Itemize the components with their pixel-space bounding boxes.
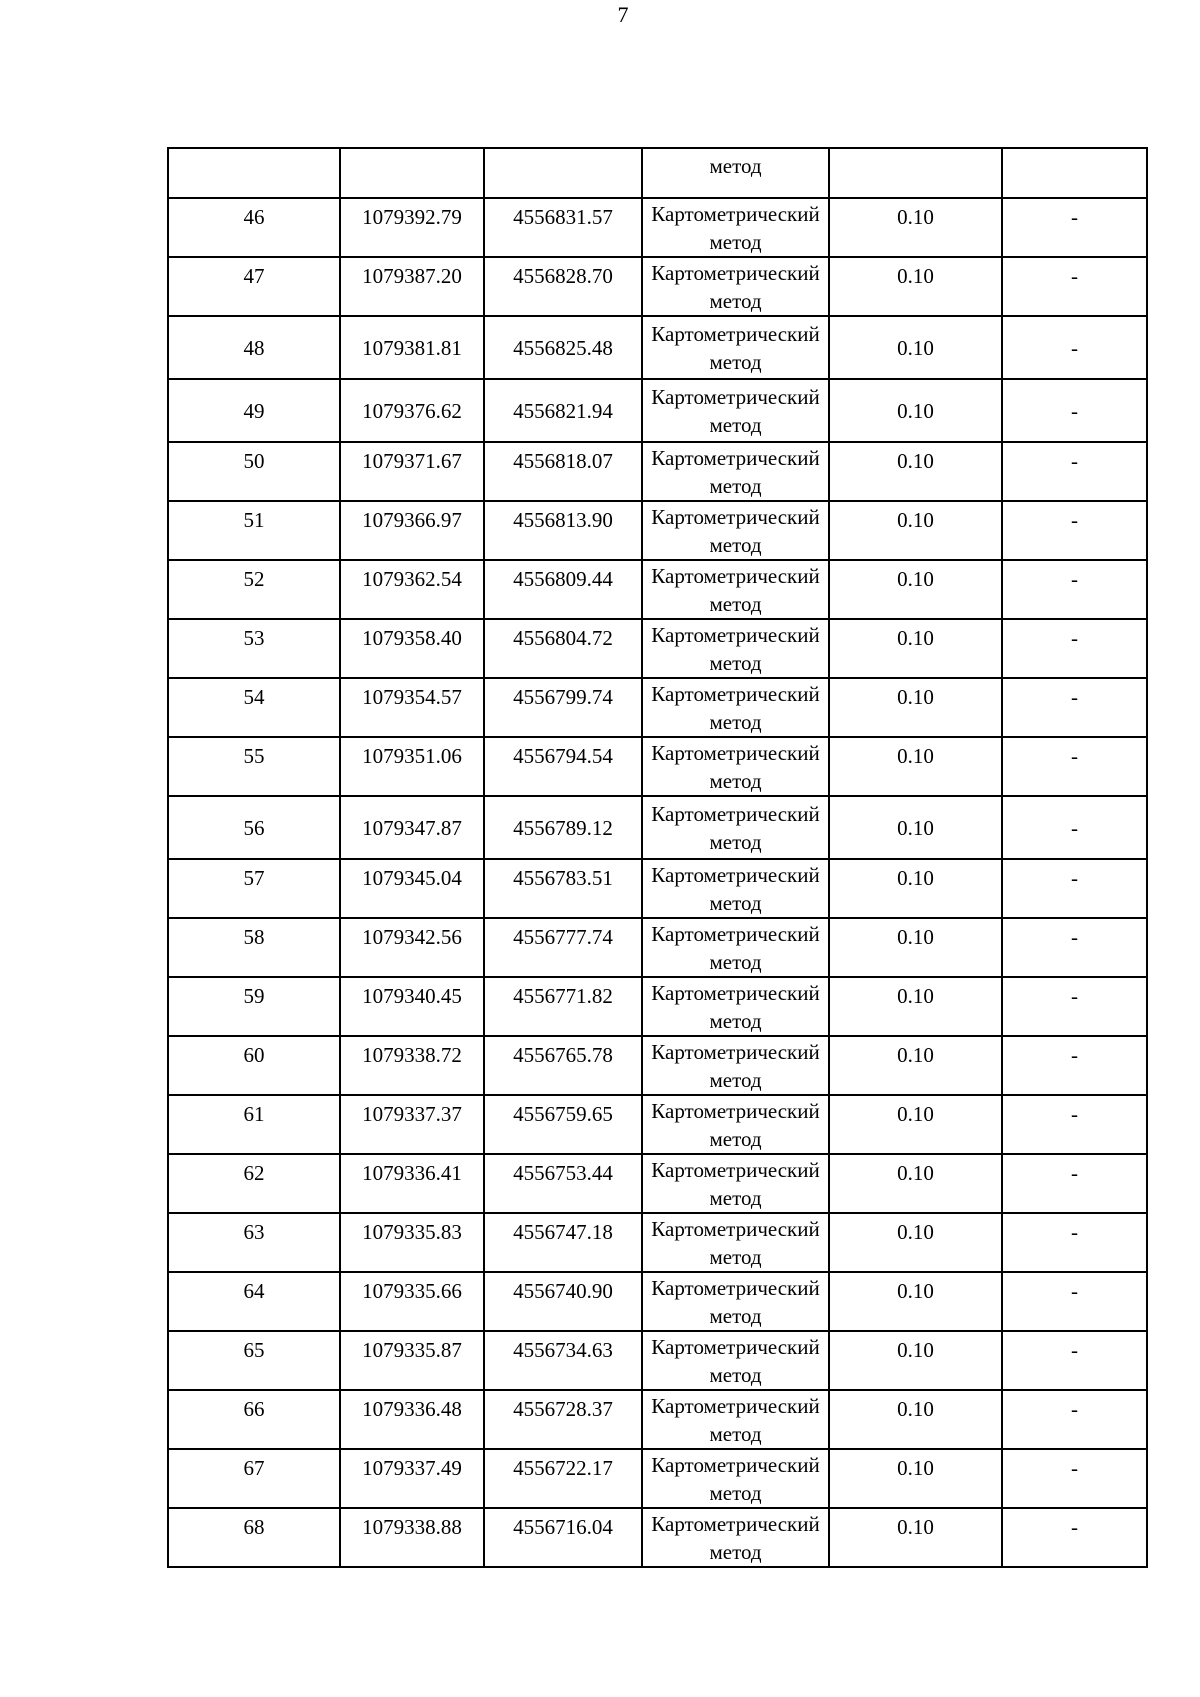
cell-x: 1079347.87 — [340, 796, 484, 859]
cell-y: 4556818.07 — [484, 442, 642, 501]
cell-method — [642, 560, 829, 619]
cell-note: - — [1002, 1213, 1147, 1272]
table-row — [168, 796, 1147, 859]
cell-y: 4556794.54 — [484, 737, 642, 796]
cell-number: 67 — [168, 1449, 340, 1508]
cell-method — [642, 859, 829, 918]
cell-note: - — [1002, 198, 1147, 257]
table-row — [168, 977, 1147, 1036]
cell-method — [642, 1213, 829, 1272]
cell-method — [642, 501, 829, 560]
cell-note: - — [1002, 1508, 1147, 1567]
table-row — [168, 442, 1147, 501]
cell-x: 1079376.62 — [340, 379, 484, 442]
cell-y: 4556765.78 — [484, 1036, 642, 1095]
cell-note: - — [1002, 379, 1147, 442]
table-body — [168, 148, 1147, 1567]
table-row — [168, 1508, 1147, 1567]
cell-accuracy: 0.10 — [829, 1095, 1002, 1154]
cell-note: - — [1002, 1331, 1147, 1390]
cell-accuracy: 0.10 — [829, 678, 1002, 737]
cell-y: 4556734.63 — [484, 1331, 642, 1390]
cell-y: 4556809.44 — [484, 560, 642, 619]
cell-note: - — [1002, 918, 1147, 977]
cell-accuracy: 0.10 — [829, 796, 1002, 859]
method-text: Картометрический — [651, 863, 820, 887]
continuation-row — [168, 148, 1147, 198]
cell-number: 60 — [168, 1036, 340, 1095]
method-text: Картометрический — [651, 1453, 820, 1477]
cell-y: 4556740.90 — [484, 1272, 642, 1331]
cell-x: 1079337.37 — [340, 1095, 484, 1154]
cell-number: 47 — [168, 257, 340, 316]
cell-method — [642, 977, 829, 1036]
method-text: метод — [709, 412, 762, 437]
cell-y: 4556821.94 — [484, 379, 642, 442]
cell-y: 4556747.18 — [484, 1213, 642, 1272]
cell-accuracy: 0.10 — [829, 316, 1002, 379]
cell-x: 1079338.88 — [340, 1508, 484, 1567]
table-row — [168, 619, 1147, 678]
method-text: метод — [709, 1304, 762, 1328]
method-text: Картометрический — [651, 801, 820, 826]
method-text: Картометрический — [651, 1276, 820, 1300]
cell-number: 62 — [168, 1154, 340, 1213]
method-text: метод — [709, 1363, 762, 1387]
cell-note: - — [1002, 1449, 1147, 1508]
cell-method — [642, 1272, 829, 1331]
cell-note: - — [1002, 1095, 1147, 1154]
table-row — [168, 316, 1147, 379]
method-text: Картометрический — [651, 1217, 820, 1241]
cell-method — [642, 1036, 829, 1095]
cell-x: 1079381.81 — [340, 316, 484, 379]
cell-number — [168, 148, 340, 198]
method-text: Картометрический — [651, 981, 820, 1005]
cell-method — [642, 619, 829, 678]
cell-y: 4556799.74 — [484, 678, 642, 737]
cell-note: - — [1002, 442, 1147, 501]
method-text: Картометрический — [651, 741, 820, 765]
cell-note: - — [1002, 859, 1147, 918]
cell-accuracy: 0.10 — [829, 1272, 1002, 1331]
cell-method — [642, 678, 829, 737]
cell-x — [340, 148, 484, 198]
method-text: метод — [709, 349, 762, 374]
cell-accuracy: 0.10 — [829, 501, 1002, 560]
cell-accuracy — [829, 148, 1002, 198]
cell-y: 4556813.90 — [484, 501, 642, 560]
method-text: метод — [709, 1245, 762, 1269]
cell-accuracy: 0.10 — [829, 442, 1002, 501]
cell-method — [642, 918, 829, 977]
cell-x: 1079366.97 — [340, 501, 484, 560]
cell-accuracy: 0.10 — [829, 977, 1002, 1036]
table-row — [168, 198, 1147, 257]
cell-number: 65 — [168, 1331, 340, 1390]
cell-method — [642, 737, 829, 796]
table-row — [168, 1036, 1147, 1095]
table-row — [168, 1272, 1147, 1331]
cell-y: 4556722.17 — [484, 1449, 642, 1508]
method-text: метод — [709, 592, 762, 616]
cell-method — [642, 796, 829, 859]
cell-x: 1079336.41 — [340, 1154, 484, 1213]
cell-y: 4556753.44 — [484, 1154, 642, 1213]
cell-y: 4556716.04 — [484, 1508, 642, 1567]
cell-number: 63 — [168, 1213, 340, 1272]
cell-method — [642, 1508, 829, 1567]
table-row — [168, 379, 1147, 442]
table-row — [168, 1390, 1147, 1449]
cell-number: 54 — [168, 678, 340, 737]
table-row — [168, 1449, 1147, 1508]
cell-number: 50 — [168, 442, 340, 501]
cell-x: 1079387.20 — [340, 257, 484, 316]
table-row — [168, 501, 1147, 560]
cell-y: 4556728.37 — [484, 1390, 642, 1449]
cell-accuracy: 0.10 — [829, 257, 1002, 316]
cell-note: - — [1002, 501, 1147, 560]
method-text: метод — [709, 289, 762, 313]
table-row — [168, 737, 1147, 796]
cell-number: 48 — [168, 316, 340, 379]
cell-note: - — [1002, 1036, 1147, 1095]
table-row — [168, 918, 1147, 977]
method-text: метод — [709, 230, 762, 254]
cell-method — [642, 1331, 829, 1390]
cell-note: - — [1002, 678, 1147, 737]
method-text: Картометрический — [651, 446, 820, 470]
cell-method — [642, 1449, 829, 1508]
method-text: метод — [709, 769, 762, 793]
cell-number: 61 — [168, 1095, 340, 1154]
cell-accuracy: 0.10 — [829, 859, 1002, 918]
method-text: метод — [709, 950, 762, 974]
cell-accuracy: 0.10 — [829, 560, 1002, 619]
cell-number: 66 — [168, 1390, 340, 1449]
cell-note: - — [1002, 796, 1147, 859]
cell-method — [642, 257, 829, 316]
cell-y: 4556828.70 — [484, 257, 642, 316]
method-text: Картометрический — [651, 564, 820, 588]
cell-method — [642, 1390, 829, 1449]
cell-accuracy: 0.10 — [829, 1449, 1002, 1508]
method-text: Картометрический — [651, 1040, 820, 1064]
cell-accuracy: 0.10 — [829, 1390, 1002, 1449]
table-row — [168, 678, 1147, 737]
method-text: метод — [709, 154, 762, 178]
cell-x: 1079336.48 — [340, 1390, 484, 1449]
table-row — [168, 859, 1147, 918]
cell-x: 1079351.06 — [340, 737, 484, 796]
cell-accuracy: 0.10 — [829, 1154, 1002, 1213]
cell-method — [642, 1154, 829, 1213]
cell-method — [642, 198, 829, 257]
cell-accuracy: 0.10 — [829, 737, 1002, 796]
method-text: Картометрический — [651, 1512, 820, 1536]
table-row — [168, 1095, 1147, 1154]
page-number: 7 — [617, 2, 629, 27]
cell-note: - — [1002, 560, 1147, 619]
table-row — [168, 257, 1147, 316]
method-text: метод — [709, 1009, 762, 1033]
cell-note: - — [1002, 257, 1147, 316]
cell-x: 1079335.66 — [340, 1272, 484, 1331]
method-text: метод — [709, 1068, 762, 1092]
cell-accuracy: 0.10 — [829, 1213, 1002, 1272]
method-text: метод — [709, 1540, 762, 1564]
cell-y: 4556804.72 — [484, 619, 642, 678]
cell-number: 68 — [168, 1508, 340, 1567]
method-text: Картометрический — [651, 321, 820, 346]
table-row — [168, 1331, 1147, 1390]
method-text: метод — [709, 891, 762, 915]
method-text: метод — [709, 533, 762, 557]
cell-y: 4556759.65 — [484, 1095, 642, 1154]
cell-x: 1079392.79 — [340, 198, 484, 257]
cell-note: - — [1002, 619, 1147, 678]
method-text: Картометрический — [651, 1158, 820, 1182]
cell-number: 46 — [168, 198, 340, 257]
cell-y: 4556783.51 — [484, 859, 642, 918]
cell-x: 1079340.45 — [340, 977, 484, 1036]
cell-accuracy: 0.10 — [829, 1508, 1002, 1567]
method-text: Картометрический — [651, 384, 820, 409]
cell-method — [642, 148, 829, 198]
cell-y: 4556771.82 — [484, 977, 642, 1036]
cell-y: 4556831.57 — [484, 198, 642, 257]
cell-note: - — [1002, 1154, 1147, 1213]
cell-note — [1002, 148, 1147, 198]
table-row — [168, 1213, 1147, 1272]
cell-method — [642, 316, 829, 379]
cell-accuracy: 0.10 — [829, 619, 1002, 678]
cell-x: 1079371.67 — [340, 442, 484, 501]
method-text: Картометрический — [651, 202, 820, 226]
cell-x: 1079335.83 — [340, 1213, 484, 1272]
cell-x: 1079362.54 — [340, 560, 484, 619]
method-text: Картометрический — [651, 261, 820, 285]
cell-x: 1079354.57 — [340, 678, 484, 737]
cell-method — [642, 1095, 829, 1154]
cell-note: - — [1002, 1272, 1147, 1331]
table-row — [168, 560, 1147, 619]
cell-accuracy: 0.10 — [829, 198, 1002, 257]
cell-x: 1079335.87 — [340, 1331, 484, 1390]
cell-number: 52 — [168, 560, 340, 619]
cell-y — [484, 148, 642, 198]
cell-y: 4556825.48 — [484, 316, 642, 379]
cell-x: 1079338.72 — [340, 1036, 484, 1095]
cell-method — [642, 442, 829, 501]
cell-method — [642, 379, 829, 442]
cell-note: - — [1002, 1390, 1147, 1449]
table-row — [168, 1154, 1147, 1213]
cell-number: 49 — [168, 379, 340, 442]
cell-number: 64 — [168, 1272, 340, 1331]
cell-number: 56 — [168, 796, 340, 859]
method-text: метод — [709, 474, 762, 498]
method-text: Картометрический — [651, 623, 820, 647]
cell-note: - — [1002, 316, 1147, 379]
cell-x: 1079337.49 — [340, 1449, 484, 1508]
cell-accuracy: 0.10 — [829, 1331, 1002, 1390]
method-text: метод — [709, 651, 762, 675]
method-text: метод — [709, 1186, 762, 1210]
coordinates-table — [167, 147, 1148, 1568]
cell-x: 1079342.56 — [340, 918, 484, 977]
cell-accuracy: 0.10 — [829, 1036, 1002, 1095]
method-text: Картометрический — [651, 1335, 820, 1359]
method-text: Картометрический — [651, 922, 820, 946]
cell-accuracy: 0.10 — [829, 918, 1002, 977]
cell-number: 55 — [168, 737, 340, 796]
cell-number: 57 — [168, 859, 340, 918]
method-text: метод — [709, 829, 762, 854]
method-text: Картометрический — [651, 682, 820, 706]
cell-y: 4556789.12 — [484, 796, 642, 859]
cell-number: 51 — [168, 501, 340, 560]
cell-number: 58 — [168, 918, 340, 977]
method-text: Картометрический — [651, 1099, 820, 1123]
cell-x: 1079345.04 — [340, 859, 484, 918]
cell-x: 1079358.40 — [340, 619, 484, 678]
cell-note: - — [1002, 977, 1147, 1036]
method-text: Картометрический — [651, 505, 820, 529]
cell-accuracy: 0.10 — [829, 379, 1002, 442]
method-text: метод — [709, 1422, 762, 1446]
method-text: Картометрический — [651, 1394, 820, 1418]
method-text: метод — [709, 710, 762, 734]
method-text: метод — [709, 1481, 762, 1505]
cell-note: - — [1002, 737, 1147, 796]
method-text: метод — [709, 1127, 762, 1151]
cell-number: 59 — [168, 977, 340, 1036]
cell-y: 4556777.74 — [484, 918, 642, 977]
cell-number: 53 — [168, 619, 340, 678]
